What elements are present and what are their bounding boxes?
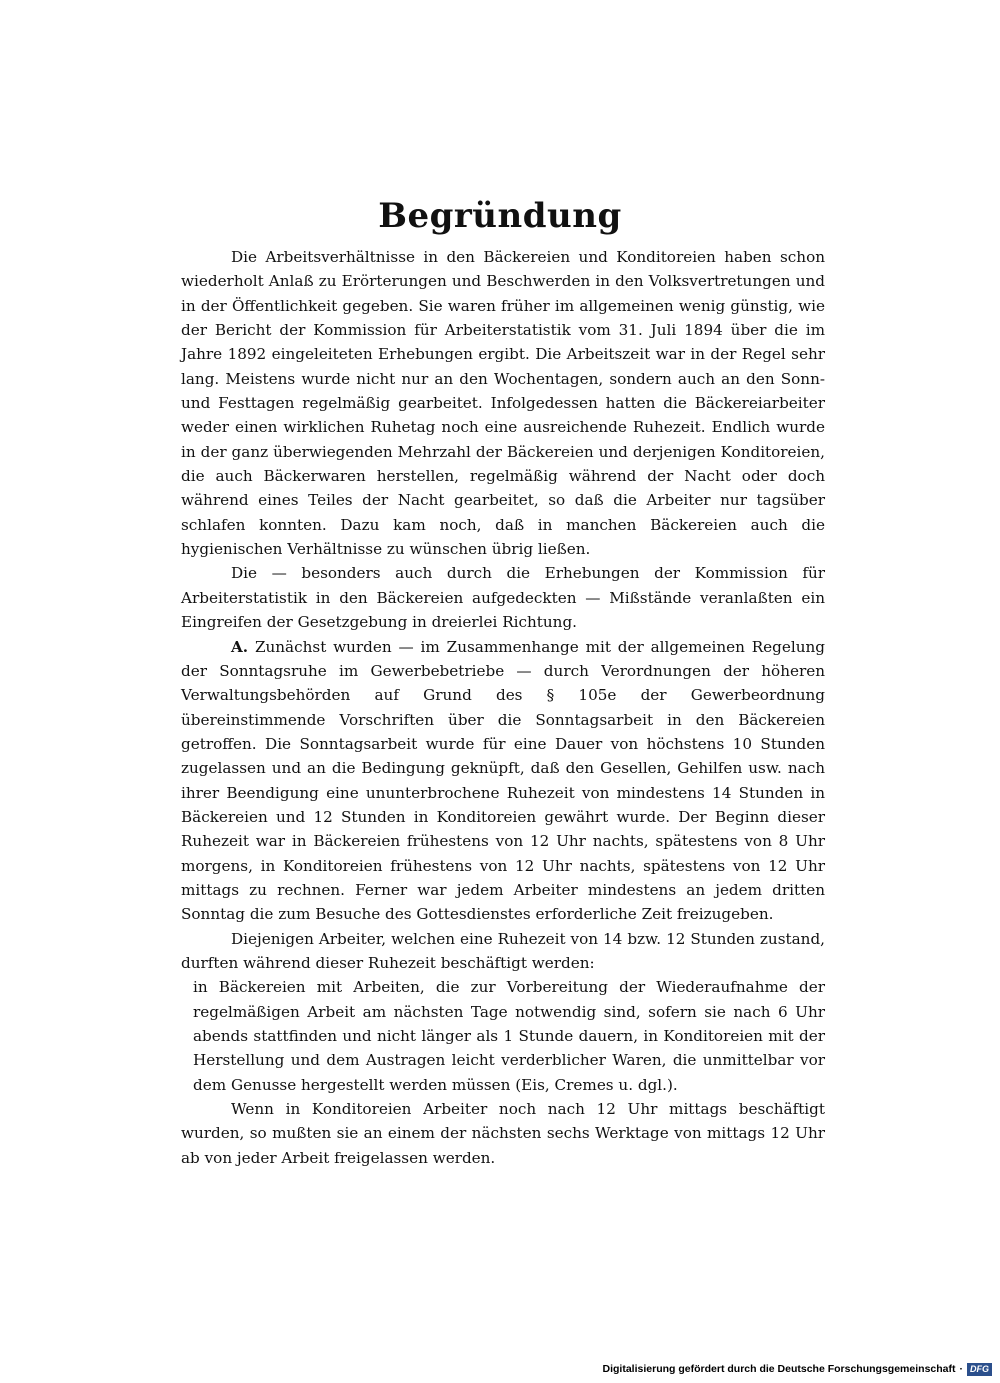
footer-text: Digitalisierung gefördert durch die Deutsche Forschungsgemeinschaft	[602, 1363, 956, 1375]
paragraph-section-a	[181, 635, 825, 927]
paragraph-konditoreien: Wenn in Konditoreien Arbeiter noch nach 12 Uhr mittags beschäftigt wurden, so mußten sie an einem der nächsten sechs Werktage von mittags 12 Uhr ab von jeder Arbeit freigelassen werden.	[181, 1100, 825, 1167]
body-text	[181, 245, 825, 1170]
section-marker: A.	[231, 637, 249, 656]
paragraph-rest-period: Diejenigen Arbeiter, welchen eine Ruhezeit von 14 bzw. 12 Stunden zustand, durften während dieser Ruhezeit beschäftigt werden:	[181, 929, 825, 972]
dfg-logo: DFG	[967, 1363, 992, 1376]
footer-credit: Digitalisierung gefördert durch die Deutsche Forschungsgemeinschaft · DFG	[603, 1362, 992, 1376]
paragraph-abuses: Die — besonders auch durch die Erhebungen der Kommission für Arbeiterstatistik in den Bäckereien aufgedeckten — Mißstände veranlaßten ein Eingreifen der Gesetzgebung in dreierlei Richtung.	[181, 564, 825, 632]
section-a-text: Zunächst wurden — im Zusammenhange mit der allgemeinen Regelung der Sonntagsruhe im Gewerbebetriebe — durch Verordnungen der höheren Verwaltungsbehörden auf Grund des § 105e der Gewerbeordnung übereinstimmende Vorschriften über die Sonntagsarbeit in den Bäckereien getroffen. Die Sonntagsarbeit wurde für eine Dauer von höchstens 10 Stunden zugelassen und an die Bedingung geknüpft, daß den Gesellen, Gehilfen usw. nach ihrer Beendigung eine ununterbrochene Ruhezeit von mindestens 14 Stunden in Bäckereien und 12 Stunden in Konditoreien gewährt wurde. Der Beginn dieser Ruhezeit war in Bäckereien frühestens von 12 Uhr nachts, spätestens von 8 Uhr morgens, in Konditoreien frühestens von 12 Uhr nachts, spätestens von 12 Uhr mittags zu rechnen. Ferner war jedem Arbeiter mindestens an jedem dritten Sonntag die zum Besuche des Gottesdienstes erforderliche Zeit freizugeben.	[181, 637, 826, 924]
paragraph-exceptions: in Bäckereien mit Arbeiten, die zur Vorbereitung der Wiederaufnahme der regelmäßigen Arbeit am nächsten Tage notwendig sind, sofern sie nach 6 Uhr abends stattfinden und nicht länger als 1 Stunde dauern, in Konditoreien mit der Herstellung und dem Austragen leicht verderblicher Waren, die unmittelbar vor dem Genusse hergestellt werden müssen (Eis, Cremes u. dgl.).	[193, 978, 825, 1094]
page-title: Begründung	[378, 196, 622, 236]
paragraph-intro: Die Arbeitsverhältnisse in den Bäckereien und Konditoreien haben schon wiederholt Anlaß zu Erörterungen und Beschwerden in den Volksvertretungen und in der Öffentlichkeit gegeben. Sie waren früher im allgemeinen wenig günstig, wie der Bericht der Kommission für Arbeiterstatistik vom 31. Juli 1894 über die im Jahre 1892 eingeleiteten Erhebungen ergibt. Die Arbeitszeit war in der Regel sehr lang. Meistens wurde nicht nur an den Wochentagen, sondern auch an den Sonn- und Festtagen regelmäßig gearbeitet. Infolgedessen hatten die Bäckereiarbeiter weder einen wirklichen Ruhetag noch eine ausreichende Ruhezeit. Endlich wurde in der ganz überwiegenden Mehrzahl der Bäckereien und derjenigen Konditoreien, die auch Bäckerwaren herstellen, regelmäßig während der Nacht oder doch während eines Teiles der Nacht gearbeitet, so daß die Arbeiter nur tagsüber schlafen konnten. Dazu kam noch, daß in manchen Bäckereien auch die hygienischen Verhältnisse zu wünschen übrig ließen.	[181, 248, 825, 559]
